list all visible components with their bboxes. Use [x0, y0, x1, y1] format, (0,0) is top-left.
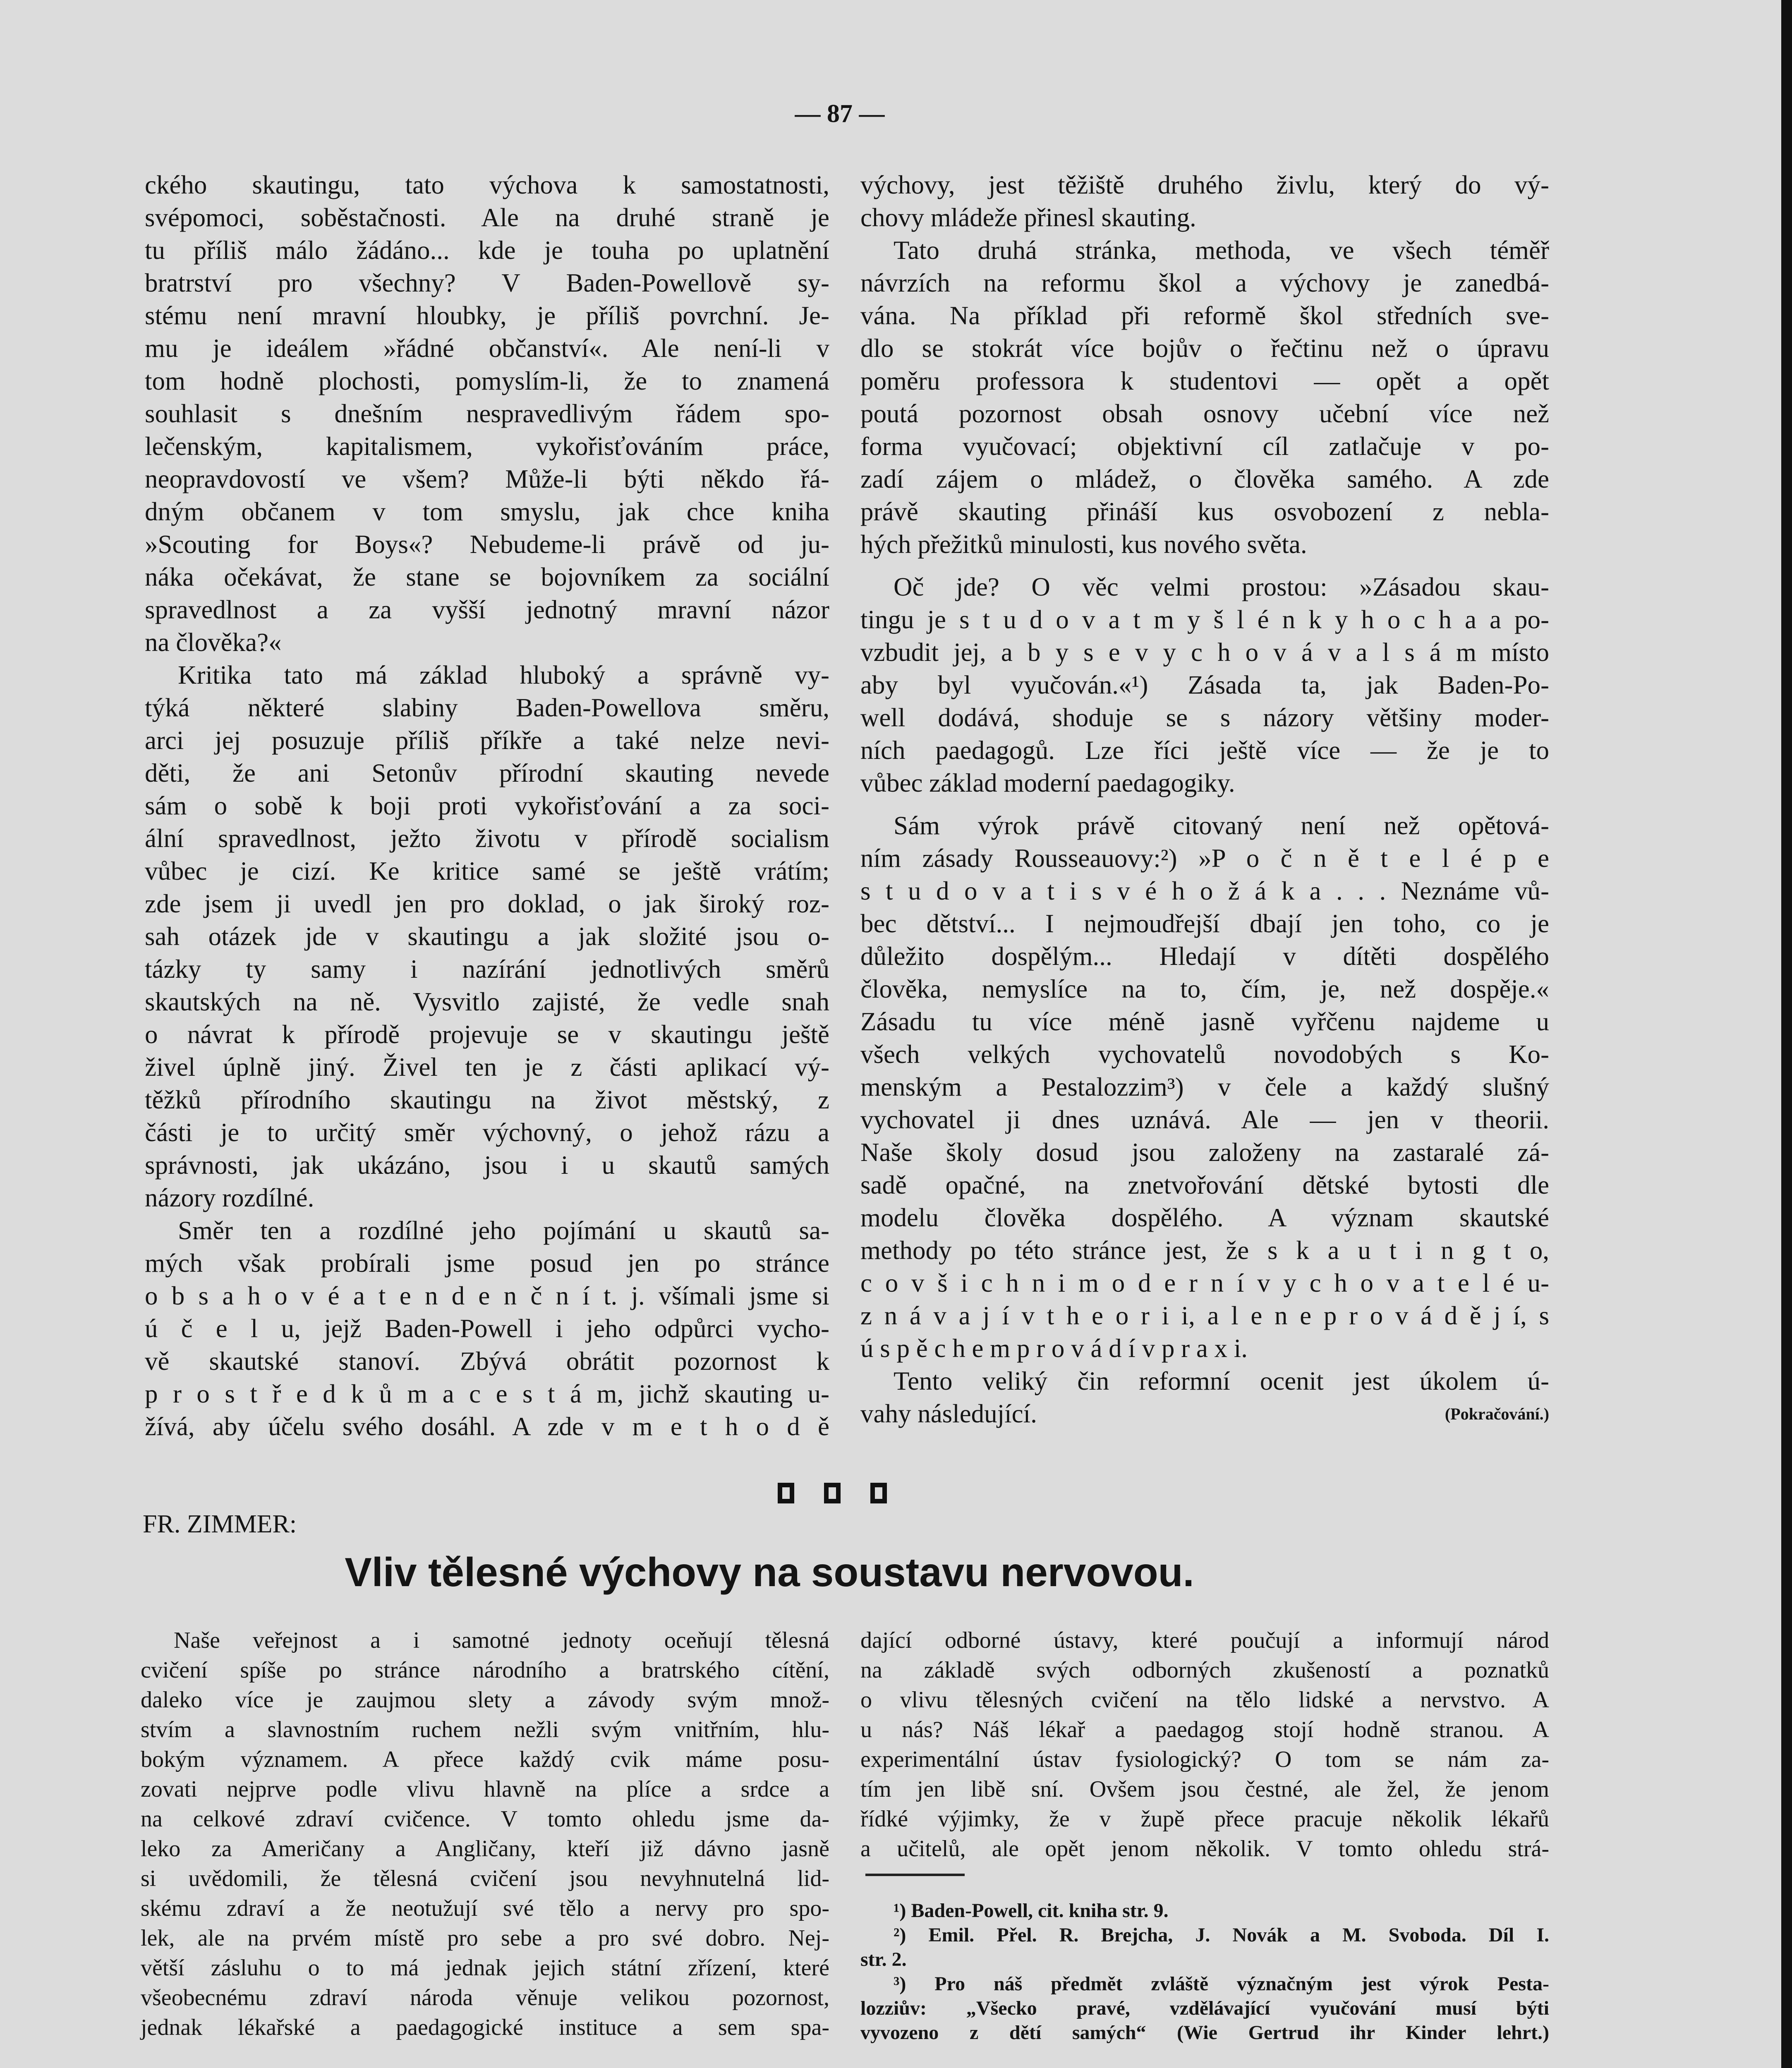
footnote-line [860, 1972, 1549, 1996]
text-line [860, 528, 1549, 561]
line-text: spravedlnost a za vyšší jednotný mravní názor [145, 595, 829, 624]
line-text: Kritika tato má základ hluboký a správně vy- [178, 661, 829, 689]
line-text: živel úplně jiný. Živel ten je z části aplikací vý- [145, 1053, 829, 1082]
text-line [860, 1655, 1549, 1685]
text-line [145, 1410, 829, 1443]
square-icon [824, 1483, 841, 1503]
line-text: vě skautské stanoví. Zbývá obrátit pozornost k [145, 1347, 829, 1376]
text-line [860, 1834, 1549, 1864]
text-line [145, 659, 829, 692]
line-text: náka očekávat, že stane se bojovníkem za sociální [145, 562, 829, 591]
text-line [145, 463, 829, 495]
line-text: tingu je s t u d o v a t m y š l é n k y h o c h a a po- [860, 605, 1549, 634]
line-text: vyvozeno z dětí samých“ (Wie Gertrud ihr Kinder lehrt.) [860, 2022, 1549, 2044]
line-text: svépomoci, soběstačnosti. Ale na druhé straně je [145, 203, 829, 232]
text-line [141, 1834, 829, 1864]
text-line [860, 1774, 1549, 1804]
line-text: právě skauting přináší kus osvobození z nebla- [860, 497, 1549, 526]
text-line [145, 430, 829, 463]
text-line [860, 1804, 1549, 1834]
text-line [145, 1214, 829, 1247]
text-line [145, 332, 829, 365]
text-line [145, 626, 829, 659]
line-text: vůbec základ moderní paedagogiky. [860, 768, 1235, 797]
line-text: arci jej posuzuje příliš příkře a také nelze nevi- [145, 726, 829, 755]
text-line [860, 1267, 1549, 1300]
line-text: správnosti, jak ukázáno, jsou i u skautů samých [145, 1151, 829, 1180]
line-text: chovy mládeže přinesl skauting. [860, 203, 1196, 232]
text-line [141, 1774, 829, 1804]
text-line [141, 1685, 829, 1715]
line-text: well dodává, shoduje se s názory většiny moder- [860, 703, 1549, 732]
text-line [860, 1169, 1549, 1202]
line-text: hých přežitků minulosti, kus nového světa. [860, 530, 1307, 559]
article-title: Vliv tělesné výchovy na soustavu nervovou. [345, 1549, 1194, 1595]
text-line [860, 571, 1549, 603]
line-text: zadí zájem o mládež, o člověka samého. A zde [860, 464, 1549, 493]
line-text: daleko více je zaujmou slety a závody svým množ- [141, 1687, 829, 1713]
line-text: dným občanem v tom smyslu, jak chce kniha [145, 497, 829, 526]
line-text: na základě svých odborných zkušeností a poznatků [860, 1657, 1549, 1683]
line-text: p r o s t ř e d k ů m a c e s t á m, jichž skauting u- [145, 1379, 829, 1408]
line-text: c o v š i c h n i m o d e r n í v y c h o v a t e l é u- [860, 1269, 1549, 1297]
line-text: všech velkých vychovatelů novodobých s Ko- [860, 1040, 1549, 1069]
line-text: ú s p ě c h e m p r o v á d í v p r a x i. [860, 1334, 1248, 1363]
text-line [860, 299, 1549, 332]
text-line [145, 234, 829, 267]
line-text: Oč jde? O věc velmi prostou: »Zásadou skau- [894, 572, 1549, 601]
text-line [860, 1685, 1549, 1715]
text-line [860, 1625, 1549, 1655]
text-line [860, 1398, 1549, 1430]
line-text: lečenským, kapitalismem, vykořisťováním práce, [145, 432, 829, 461]
text-line [860, 669, 1549, 701]
line-text: o vlivu tělesných cvičení na tělo lidské a nervstvo. A [860, 1687, 1549, 1713]
line-text: těžků přírodního skautingu na život městský, z [145, 1085, 829, 1114]
text-line [141, 1804, 829, 1834]
line-text: bokým významem. A přece každý cvik máme posu- [141, 1747, 829, 1772]
text-line [860, 940, 1549, 973]
line-text: tom hodně plochosti, pomyslím-li, že to znamená [145, 366, 829, 395]
text-line [145, 1116, 829, 1149]
line-text: sám o sobě k boji proti vykořisťování a za soci- [145, 791, 829, 820]
line-text: Naše školy dosud jsou založeny na zastaralé zá- [860, 1138, 1549, 1167]
text-line [141, 1923, 829, 1953]
footnote-line [860, 2020, 1549, 2045]
line-text: a učitelů, ale opět jenom několik. V tomto ohledu strá- [860, 1836, 1549, 1862]
text-line [141, 1893, 829, 1923]
article-right-column [860, 1625, 1549, 1864]
text-line [860, 1103, 1549, 1136]
line-text: výchovy, jest těžiště druhého živlu, který do vý- [860, 170, 1549, 199]
line-text: experimentální ústav fysiologický? O tom se nám za- [860, 1747, 1549, 1772]
line-text: u nás? Náš lékař a paedagog stojí hodně stranou. A [860, 1717, 1549, 1742]
line-text: lek, ale na prvém místě pro sebe a pro své dobro. Nej- [141, 1925, 829, 1951]
line-text: na člověka?« [145, 628, 282, 657]
text-line [860, 973, 1549, 1005]
text-line [145, 1247, 829, 1280]
text-line [860, 1715, 1549, 1745]
line-text: vůbec je cizí. Ke kritice samé se ještě vrátím; [145, 857, 829, 886]
text-line [141, 2013, 829, 2042]
line-text: ú č e l u, jejž Baden-Powell i jeho odpůrci vycho- [145, 1314, 829, 1343]
text-line [860, 169, 1549, 201]
page-number: — 87 — [795, 100, 885, 128]
line-text: větší zásluhu o to má jednak jejich státní zřízení, které [141, 1955, 829, 1981]
line-text: ²) Emil. Přel. R. Brejcha, J. Novák a M. Svoboda. Díl I. [894, 1924, 1549, 1946]
line-text: menským a Pestalozzim³) v čele a každý slušný [860, 1072, 1549, 1101]
text-line [860, 463, 1549, 495]
text-line [145, 888, 829, 920]
text-line [141, 1953, 829, 1983]
text-line [145, 561, 829, 594]
line-text: forma vyučovací; objektivní cíl zatlačuje v po- [860, 432, 1549, 461]
text-line [145, 267, 829, 299]
line-text: vychovatel ji dnes uznává. Ale — jen v theorii. [860, 1105, 1549, 1134]
line-text: sadě opačné, na znetvořování dětské bytosti dle [860, 1170, 1549, 1199]
text-line [860, 734, 1549, 767]
text-line [145, 299, 829, 332]
line-text: člověka, nemyslíce na to, čím, je, než dospěje.« [860, 974, 1549, 1003]
text-line [860, 1234, 1549, 1267]
text-line [860, 1365, 1549, 1398]
line-text: neopravdovostí ve všem? Může-li býti někdo řá- [145, 464, 829, 493]
text-line [860, 875, 1549, 907]
line-text: skautských na ně. Vysvitlo zajisté, že vedle snah [145, 987, 829, 1016]
article-left-column [141, 1625, 829, 2042]
text-line [860, 767, 1549, 799]
text-line [145, 594, 829, 626]
line-text: vána. Na příklad při reformě škol středních sve- [860, 301, 1549, 330]
text-line [145, 790, 829, 822]
line-text: ¹) Baden-Powell, cit. kniha str. 9. [894, 1900, 1169, 1922]
line-text: sah otázek jde v skautingu a jak složité jsou o- [145, 922, 829, 951]
text-line [145, 822, 829, 855]
line-text: jednak lékařské a paedagogické instituce a sem spa- [141, 2015, 829, 2040]
square-icon [870, 1483, 887, 1503]
text-line [860, 234, 1549, 267]
line-text: všeobecnému zdraví národa věnuje velikou pozornost, [141, 1985, 829, 2011]
line-text: skému zdraví a že neotužují své tělo a nervy pro spo- [141, 1896, 829, 1921]
line-text: názory rozdílné. [145, 1183, 314, 1212]
text-line [145, 495, 829, 528]
line-text: tu příliš málo žádáno... kde je touha po uplatnění [145, 236, 829, 265]
text-line [860, 1038, 1549, 1071]
text-line [145, 169, 829, 201]
line-text: tím jen libě sní. Ovšem jsou čestné, ale žel, že jenom [860, 1776, 1549, 1802]
text-line [145, 920, 829, 953]
text-line [860, 842, 1549, 875]
footnote-line [860, 1923, 1549, 1947]
text-line [145, 1084, 829, 1116]
line-text: dající odborné ústavy, které poučují a informují národ [860, 1628, 1549, 1653]
text-line [141, 1983, 829, 2013]
text-line [145, 986, 829, 1018]
line-text: si uvědomili, že tělesná cvičení jsou nevyhnutelná lid- [141, 1866, 829, 1891]
text-line [145, 1018, 829, 1051]
section-divider-squares-icon [778, 1483, 887, 1503]
text-line [145, 1312, 829, 1345]
text-line [145, 397, 829, 430]
footnote-rule [865, 1874, 965, 1876]
text-line [860, 1202, 1549, 1234]
text-line [145, 1149, 829, 1182]
line-text: stvím a slavnostním ruchem nežli svým vnitřním, hlu- [141, 1717, 829, 1742]
text-line [141, 1864, 829, 1893]
line-text: poutá pozornost obsah osnovy učební více než [860, 399, 1549, 428]
text-line [145, 1378, 829, 1410]
line-text: bec dětství... I nejmoudřejší dbají jen toho, co je [860, 909, 1549, 938]
text-line [145, 855, 829, 888]
footnote-line [860, 1947, 1549, 1972]
line-text: tázky ty samy i nazírání jednotlivých směrů [145, 955, 829, 984]
text-line [860, 907, 1549, 940]
line-text: ních paedagogů. Lze říci ještě více — že je to [860, 736, 1549, 765]
line-text: ³) Pro náš předmět zvláště význačným jest výrok Pesta- [894, 1973, 1549, 1995]
text-line [145, 757, 829, 790]
text-line [860, 430, 1549, 463]
line-text: návrzích na reformu škol a výchovy je zanedbá- [860, 268, 1549, 297]
line-text: Směr ten a rozdílné jeho pojímání u skautů sa- [178, 1216, 829, 1245]
line-text: zde jsem ji uvedl jen pro doklad, o jak široký roz- [145, 889, 829, 918]
line-text: s t u d o v a t i s v é h o ž á k a . . . Neznáme vů- [860, 876, 1549, 905]
article-author: FR. ZIMMER: [143, 1510, 297, 1538]
text-line [860, 267, 1549, 299]
line-text: vzbudit jej, a b y s e v y c h o v á v a l s á m místo [860, 638, 1549, 667]
text-line [145, 692, 829, 724]
footnotes [860, 1898, 1549, 2045]
line-text: části je to určitý směr výchovný, o jehož rázu a [145, 1118, 829, 1147]
text-line [145, 1051, 829, 1084]
line-text: řídké výjimky, že v župě přece pracuje několik lékařů [860, 1806, 1549, 1832]
line-text: str. 2. [860, 1948, 907, 1970]
line-text: Tento veliký čin reformní ocenit jest úkolem ú- [894, 1367, 1549, 1395]
line-text: Naše veřejnost a i samotné jednoty oceňují tělesná [174, 1628, 829, 1653]
line-text: zovati nejprve podle vlivu hlavně na plíce a srdce a [141, 1776, 829, 1802]
footnote-line [860, 1996, 1549, 2020]
part1-right-column [860, 169, 1549, 1430]
line-text: mých však probírali jsme posud jen po stránce [145, 1249, 829, 1278]
line-text: Tato druhá stránka, methoda, ve všech téměř [894, 236, 1549, 265]
text-line [860, 636, 1549, 669]
line-text: methody po této stránce jest, že s k a u t i n g t o, [860, 1236, 1549, 1265]
scan-edge [1781, 0, 1792, 2068]
line-text: bratrství pro všechny? V Baden-Powellově sy- [145, 268, 829, 297]
line-text: Zásadu tu více méně jasně vyřčenu najdeme u [860, 1007, 1549, 1036]
text-line [860, 397, 1549, 430]
line-text: stému není mravní hloubky, je příliš povrchní. Je- [145, 301, 829, 330]
text-line [860, 1332, 1549, 1365]
text-line [860, 701, 1549, 734]
text-line [145, 528, 829, 561]
text-line [860, 1071, 1549, 1103]
part1-left-column [145, 169, 829, 1443]
text-line [141, 1625, 829, 1655]
text-line [141, 1715, 829, 1745]
text-line [145, 201, 829, 234]
text-line [860, 809, 1549, 842]
line-text: cvičení spíše po stránce národního a bratrského cítění, [141, 1657, 829, 1683]
text-line [145, 1345, 829, 1378]
text-line [145, 1182, 829, 1214]
text-line [860, 332, 1549, 365]
text-line [860, 201, 1549, 234]
line-text: modelu člověka dospělého. A význam skautské [860, 1203, 1549, 1232]
line-text: o b s a h o v é a t e n d e n č n í t. j. všímali jsme si [145, 1281, 829, 1310]
line-text: leko za Američany a Angličany, kteří již dávno jasně [141, 1836, 829, 1862]
text-line [145, 1280, 829, 1312]
line-text: ckého skautingu, tato výchova k samostatnosti, [145, 170, 829, 199]
line-text: poměru professora k studentovi — opět a opět [860, 366, 1549, 395]
line-text: na celkové zdraví cvičence. V tomto ohledu jsme da- [141, 1806, 829, 1832]
text-line [860, 603, 1549, 636]
line-text: ním zásady Rousseauovy:²) »P o č n ě t e l é p e [860, 844, 1549, 873]
footnote-line [860, 1898, 1549, 1923]
line-text: vahy následující. [860, 1399, 1037, 1428]
line-text: lozziův: „Všecko pravé, vzdělávající vyučování musí býti [860, 1997, 1549, 2019]
square-icon [778, 1483, 794, 1503]
continued-note: (Pokračování.) [1445, 1405, 1549, 1423]
line-text: aby byl vyučován.«¹) Zásada ta, jak Baden-Po- [860, 670, 1549, 699]
text-line [860, 1300, 1549, 1332]
text-line [860, 1005, 1549, 1038]
line-text: ální spravedlnost, ježto životu v přírodě socialism [145, 824, 829, 853]
line-text: děti, že ani Setonův přírodní skauting nevede [145, 759, 829, 787]
text-line [860, 365, 1549, 397]
text-line [145, 724, 829, 757]
line-text: z n á v a j í v t h e o r i i, a l e n e p r o v á d ě j í, s [860, 1301, 1549, 1330]
line-text: »Scouting for Boys«? Nebudeme-li právě od ju- [145, 530, 829, 559]
text-line [145, 365, 829, 397]
line-text: Sám výrok právě citovaný není než opětová- [894, 811, 1549, 840]
text-line [860, 1136, 1549, 1169]
text-line [860, 1745, 1549, 1774]
text-line [141, 1745, 829, 1774]
line-text: týká některé slabiny Baden-Powellova směru, [145, 693, 829, 722]
line-text: žívá, aby účelu svého dosáhl. A zde v m e t h o d ě [145, 1412, 829, 1441]
line-text: souhlasit s dnešním nespravedlivým řádem spo- [145, 399, 829, 428]
text-line [145, 953, 829, 986]
line-text: důležito dospělým... Hledají v dítěti dospělého [860, 942, 1549, 971]
text-line [860, 495, 1549, 528]
line-text: o návrat k přírodě projevuje se v skautingu ještě [145, 1020, 829, 1049]
text-line [141, 1655, 829, 1685]
line-text: dlo se stokrát více bojův o řečtinu než o úpravu [860, 334, 1549, 363]
line-text: mu je ideálem »řádné občanství«. Ale není-li v [145, 334, 829, 363]
